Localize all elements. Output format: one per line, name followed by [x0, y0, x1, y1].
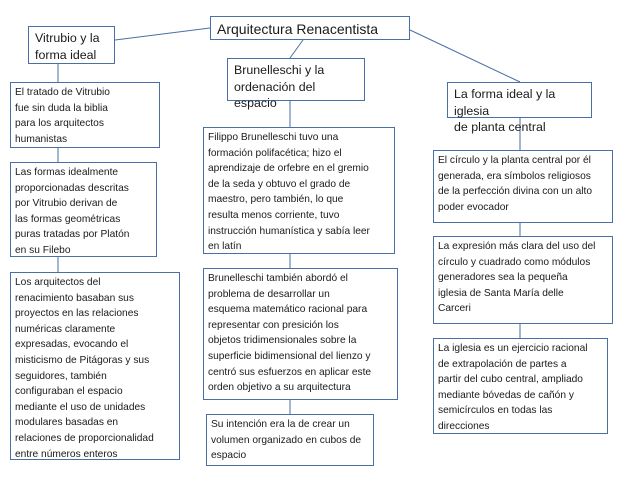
connector-title-left: [115, 28, 210, 40]
right-note-3: La iglesia es un ejercicio racional de extrapolación de partes a partir del cubo central, ampliado mediante bóvedas de cañón y semicírculos en todas las direcciones: [433, 338, 608, 434]
center-note-1: Filippo Brunelleschi tuvo una formación polifacética; hizo el aprendizaje de orfebre en el gremio de la seda y obtuvo el grado de maestro, pero también, lo que resulta menos corriente, tuvo instrucción humanística y sabía leer en latín: [203, 127, 395, 254]
diagram-title: Arquitectura Renacentista: [210, 16, 410, 40]
left-note-1: El tratado de Vitrubio fue sin duda la biblia para los arquitectos humanistas: [10, 82, 160, 148]
center-note-3: Su intención era la de crear un volumen organizado en cubos de espacio: [206, 414, 374, 466]
right-branch-heading: La forma ideal y la iglesia de planta central: [447, 82, 592, 118]
connector-title-right: [410, 30, 520, 82]
left-note-3: Los arquitectos del renacimiento basaban sus proyectos en las relaciones numéricas claramente expresadas, evocando el misticismo de Pitágoras y sus seguidores, también configuraban el espacio mediante el uso de unidades modulares basadas en relaciones de proporcionalidad entre números enteros: [10, 272, 180, 460]
right-note-1: El círculo y la planta central por él generada, era símbolos religiosos de la perfección divina con un alto poder evocador: [433, 150, 613, 223]
left-note-2: Las formas idealmente proporcionadas descritas por Vitrubio derivan de las formas geométricas puras tratadas por Platón en su Filebo: [10, 162, 157, 257]
right-note-2: La expresión más clara del uso del círculo y cuadrado como módulos generadores sea la pequeña iglesia de Santa María delle Carceri: [433, 236, 613, 324]
connector-title-center: [290, 40, 303, 58]
center-note-2: Brunelleschi también abordó el problema de desarrollar un esquema matemático racional para representar con presición los objetos tridimensionales sobre la superficie bidimensional del lienzo y centró sus esfuerzos en aplicar este orden objetivo a su arquitectura: [203, 268, 398, 400]
center-branch-heading: Brunelleschi y la ordenación del espacio: [227, 58, 365, 101]
left-branch-heading: Vitrubio y la forma ideal: [28, 26, 115, 64]
